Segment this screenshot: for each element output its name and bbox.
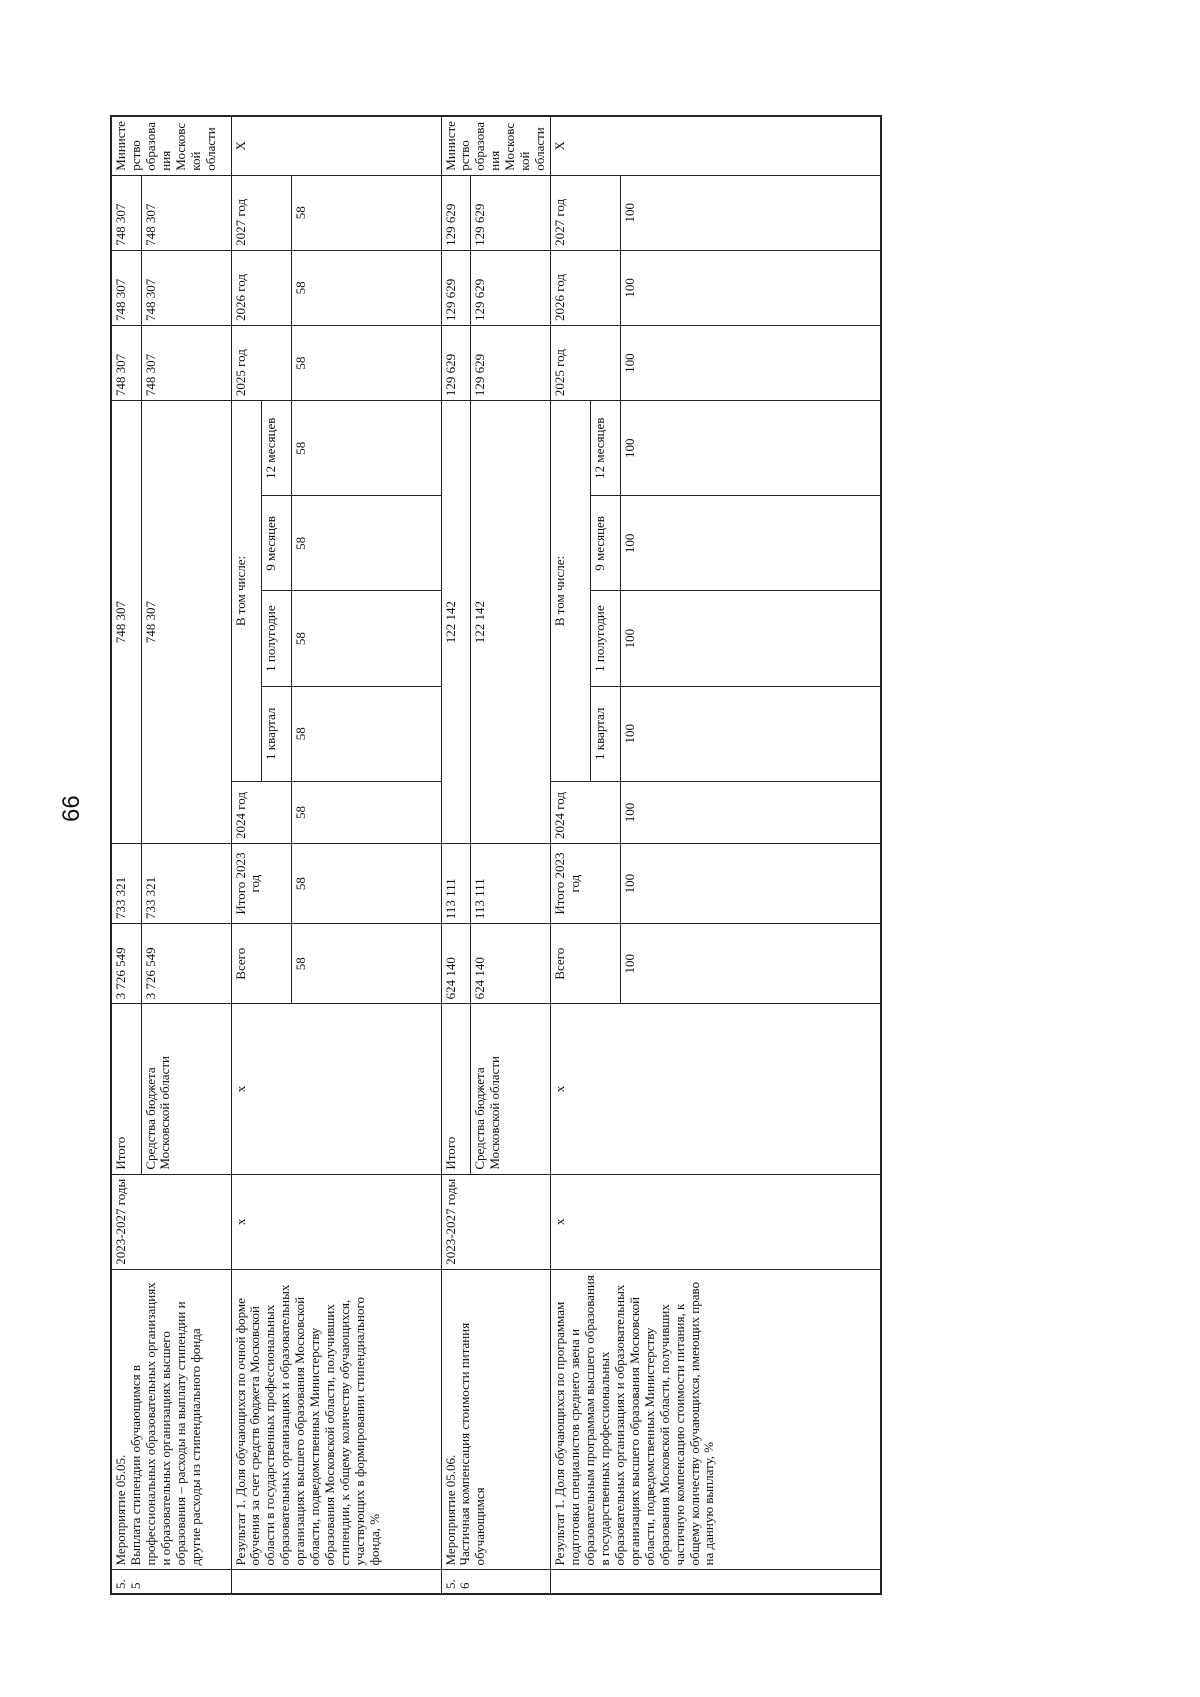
amount-2027: 129 629 [471, 175, 551, 250]
funding-source: Средства бюджета Московской области [141, 1004, 231, 1174]
program-activities-table [110, 115, 882, 1595]
header-total: Всего [231, 924, 291, 1004]
value-q1: 58 [291, 686, 441, 781]
value-2027: 58 [291, 175, 441, 250]
row-number-empty [551, 1570, 881, 1594]
amount-all: 3 726 549 [141, 924, 231, 1004]
amount-2027: 129 629 [441, 175, 471, 250]
amount-2026: 748 307 [141, 250, 231, 325]
value-2026: 100 [621, 250, 881, 325]
rotated-table-container [110, 115, 840, 1595]
result-period: x [551, 1174, 881, 1269]
amount-2027: 748 307 [111, 175, 141, 250]
header-2023: Итого 2023 год [551, 844, 621, 924]
amount-2025: 129 629 [441, 325, 471, 400]
value-2024: 100 [621, 781, 881, 843]
row-number-empty [231, 1570, 441, 1594]
table-row [441, 116, 471, 1594]
value-total: 58 [291, 924, 441, 1004]
header-2027: 2027 год [551, 175, 621, 250]
amount-2023: 733 321 [141, 844, 231, 924]
header-q1: 1 квартал [261, 686, 291, 781]
value-q1: 100 [621, 686, 881, 781]
value-h1: 100 [621, 591, 881, 686]
value-2026: 58 [291, 250, 441, 325]
result-executor: X [551, 116, 881, 175]
value-2023: 100 [621, 844, 881, 924]
result-executor: X [231, 116, 441, 175]
result-description: Результат 1. Доля обучающихся по программам подготовки специалистов среднего звена и образовательным программам высшего образования в государственных профессиональных образовательных организациях и образовательных организациях высшего образования Московской области, подведомственных Министерству образования Московской области, получивших частичную компенсацию стоимости питания, к общему количеству обучающихся, имеющих право на данную выплату, % [551, 1269, 881, 1570]
measure-name: Мероприятие 05.06. Частичная компенсация стоимости питания обучающимся [441, 1269, 551, 1570]
header-2027: 2027 год [231, 175, 291, 250]
value-9m: 58 [291, 496, 441, 591]
page-number: 66 [58, 795, 85, 822]
amount-2024: 122 142 [441, 401, 471, 844]
amount-2024: 748 307 [141, 401, 231, 844]
header-12m: 12 месяцев [591, 401, 621, 496]
header-2024: 2024 год [551, 781, 621, 843]
value-2027: 100 [621, 175, 881, 250]
value-2024: 58 [291, 781, 441, 843]
funding-source: Средства бюджета Московской области [471, 1004, 551, 1174]
header-9m: 9 месяцев [591, 496, 621, 591]
value-2025: 100 [621, 325, 881, 400]
value-12m: 58 [291, 401, 441, 496]
header-9m: 9 месяцев [261, 496, 291, 591]
value-2023: 58 [291, 844, 441, 924]
value-9m: 100 [621, 496, 881, 591]
value-h1: 58 [291, 591, 441, 686]
amount-all: 624 140 [441, 924, 471, 1004]
table-row [111, 116, 141, 1594]
result-description: Результат 1. Доля обучающихся по очной форме обучения за счет средств бюджета Московской области в государственных профессиональных образовательных организациях и образовательных организациях высшего образования Московской области, подведомственных Министерству образования Московской области, получивших стипендии, к общему количеству обучающихся, участвующих в формировании стипендиального фонда, % [231, 1269, 441, 1570]
value-12m: 100 [621, 401, 881, 496]
measure-name: Мероприятие 05.05. Выплата стипендии обучающимся в профессиональных образовательных организациях и образовательных организациях высшего образования – расходы на выплату стипендии и другие расходы из стипендиального фонда [111, 1269, 231, 1570]
row-number: 5.6 [441, 1570, 551, 1594]
amount-2023: 733 321 [111, 844, 141, 924]
header-total: Всего [551, 924, 621, 1004]
amount-2023: 113 111 [441, 844, 471, 924]
amount-2025: 129 629 [471, 325, 551, 400]
header-2026: 2026 год [551, 250, 621, 325]
table-row [551, 116, 591, 1594]
period: 2023-2027 годы [111, 1174, 231, 1269]
header-2024: 2024 год [231, 781, 291, 843]
amount-2025: 748 307 [141, 325, 231, 400]
amount-2024: 748 307 [111, 401, 141, 844]
total-label: Итого [111, 1004, 141, 1174]
total-label: Итого [441, 1004, 471, 1174]
amount-all: 624 140 [471, 924, 551, 1004]
header-12m: 12 месяцев [261, 401, 291, 496]
result-source: x [551, 1004, 881, 1174]
amount-all: 3 726 549 [111, 924, 141, 1004]
amount-2027: 748 307 [141, 175, 231, 250]
header-including: В том числе: [231, 401, 261, 782]
result-source: x [231, 1004, 441, 1174]
row-number: 5.5 [111, 1570, 231, 1594]
header-2026: 2026 год [231, 250, 291, 325]
header-h1: 1 полугодие [261, 591, 291, 686]
amount-2026: 129 629 [441, 250, 471, 325]
amount-2025: 748 307 [111, 325, 141, 400]
header-2023: Итого 2023 год [231, 844, 291, 924]
amount-2024: 122 142 [471, 401, 551, 844]
amount-2026: 748 307 [111, 250, 141, 325]
header-2025: 2025 год [231, 325, 291, 400]
executor: Министерство образования Московской области [441, 116, 551, 175]
amount-2023: 113 111 [471, 844, 551, 924]
table-row [231, 116, 261, 1594]
header-h1: 1 полугодие [591, 591, 621, 686]
value-total: 100 [621, 924, 881, 1004]
result-period: x [231, 1174, 441, 1269]
header-including: В том числе: [551, 401, 591, 782]
value-2025: 58 [291, 325, 441, 400]
amount-2026: 129 629 [471, 250, 551, 325]
period: 2023-2027 годы [441, 1174, 551, 1269]
header-2025: 2025 год [551, 325, 621, 400]
executor: Министерство образования Московской области [111, 116, 231, 175]
header-q1: 1 квартал [591, 686, 621, 781]
